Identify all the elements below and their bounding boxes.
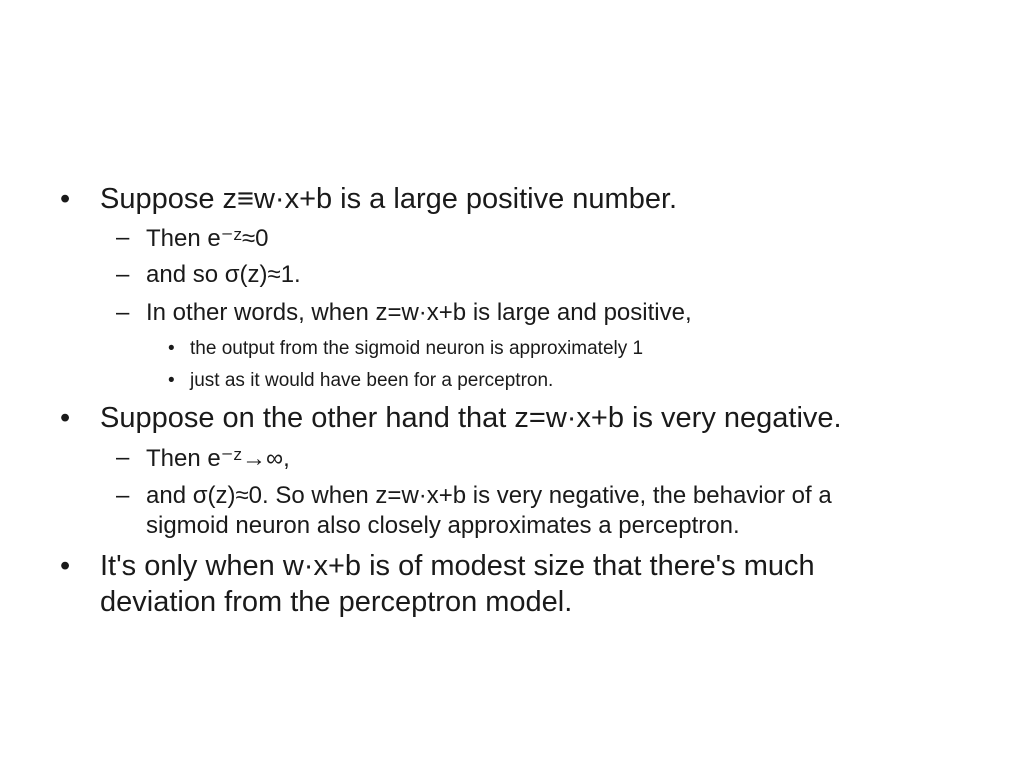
sub-bullet-text: Then e⁻ᶻ→∞, <box>146 445 290 472</box>
sub-bullet-text: and σ(z)≈0. So when z=w·x+b is very negative, the behavior of a <box>146 482 832 509</box>
bullet-marker: • <box>60 550 71 582</box>
sub-sub-bullet-marker: • <box>168 370 175 391</box>
sub-bullet-text: In other words, when z=w·x+b is large and positive, <box>146 299 692 326</box>
sub-sub-bullet-marker: • <box>168 338 175 359</box>
bullet-text-continuation: deviation from the perceptron model. <box>100 586 573 618</box>
sub-bullet-marker: – <box>116 299 130 326</box>
sub-bullet-marker: – <box>116 224 130 251</box>
sub-bullet-marker: – <box>116 261 130 288</box>
sub-bullet-marker: – <box>116 482 130 509</box>
sub-sub-bullet-text: the output from the sigmoid neuron is approximately 1 <box>190 338 644 359</box>
bullet-text: It's only when w·x+b is of modest size that there's much <box>100 550 815 582</box>
sub-bullet-marker: – <box>116 444 130 471</box>
sub-bullet-text: Then e⁻ᶻ≈0 <box>146 225 269 252</box>
sub-sub-bullet-text: just as it would have been for a perceptron. <box>190 370 554 391</box>
bullet-marker: • <box>60 402 71 434</box>
bullet-text: Suppose on the other hand that z=w·x+b is very negative. <box>100 402 842 434</box>
bullet-marker: • <box>60 183 71 215</box>
sub-bullet-text-continuation: sigmoid neuron also closely approximates a perceptron. <box>146 512 740 539</box>
sub-bullet-text: and so σ(z)≈1. <box>146 261 301 288</box>
bullet-text: Suppose z≡w·x+b is a large positive number. <box>100 183 678 215</box>
